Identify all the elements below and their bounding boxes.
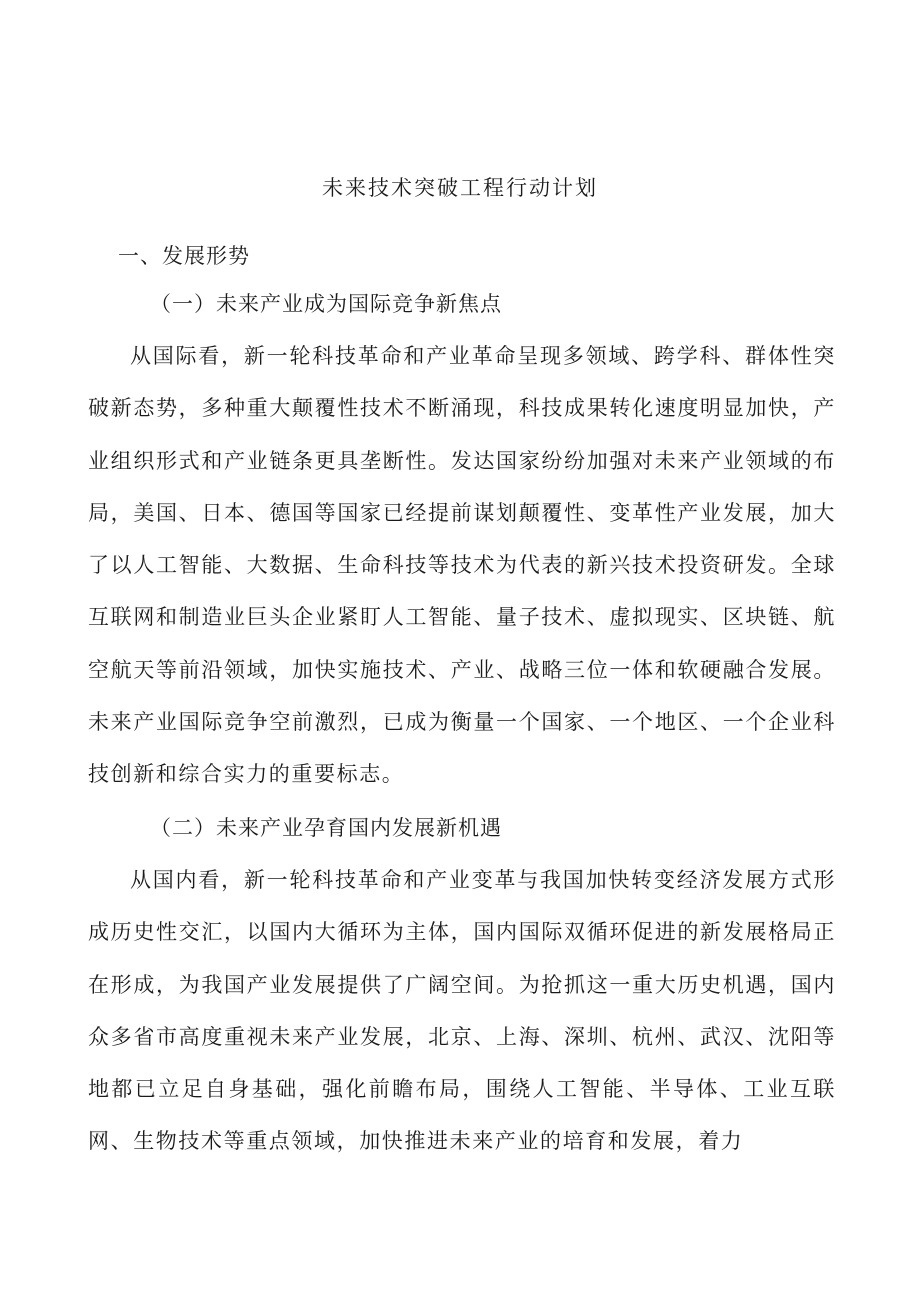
document-title: 未来技术突破工程行动计划 bbox=[322, 176, 598, 200]
subsection-heading-2: （二）未来产业孕育国内发展新机遇 bbox=[150, 816, 502, 840]
section-heading: 一、发展形势 bbox=[118, 244, 250, 268]
paragraph-1: 从国际看，新一轮科技革命和产业革命呈现多领域、跨学科、群体性突破新态势，多种重大颠覆性技术不断涌现，科技成果转化速度明显加快，产业组织形式和产业链条更具垄断性。发达国家纷纷加强对未来产业领域的布局，美国、日本、德国等国家已经提前谋划颠覆性、变革性产业发展，加大了以人工智能、大数据、生命科技等技术为代表的新兴技术投资研发。全球互联网和制造业巨头企业紧盯人工智能、量子技术、虚拟现实、区块链、航空航天等前沿领域，加快实施技术、产业、战略三位一体和软硬融合发展。未来产业国际竞争空前激烈，已成为衡量一个国家、一个地区、一个企业科技创新和综合实力的重要标志。 bbox=[88, 344, 836, 787]
paragraph-2: 从国内看，新一轮科技革命和产业变革与我国加快转变经济发展方式形成历史性交汇，以国内大循环为主体，国内国际双循环促进的新发展格局正在形成，为我国产业发展提供了广阔空间。为抢抓这一重大历史机遇，国内众多省市高度重视未来产业发展，北京、上海、深圳、杭州、武汉、沈阳等地都已立足自身基础，强化前瞻布局，围绕人工智能、半导体、工业互联网、生物技术等重点领域，加快推进未来产业的培育和发展，着力 bbox=[88, 868, 836, 1154]
subsection-heading-1: （一）未来产业成为国际竞争新焦点 bbox=[150, 292, 502, 316]
